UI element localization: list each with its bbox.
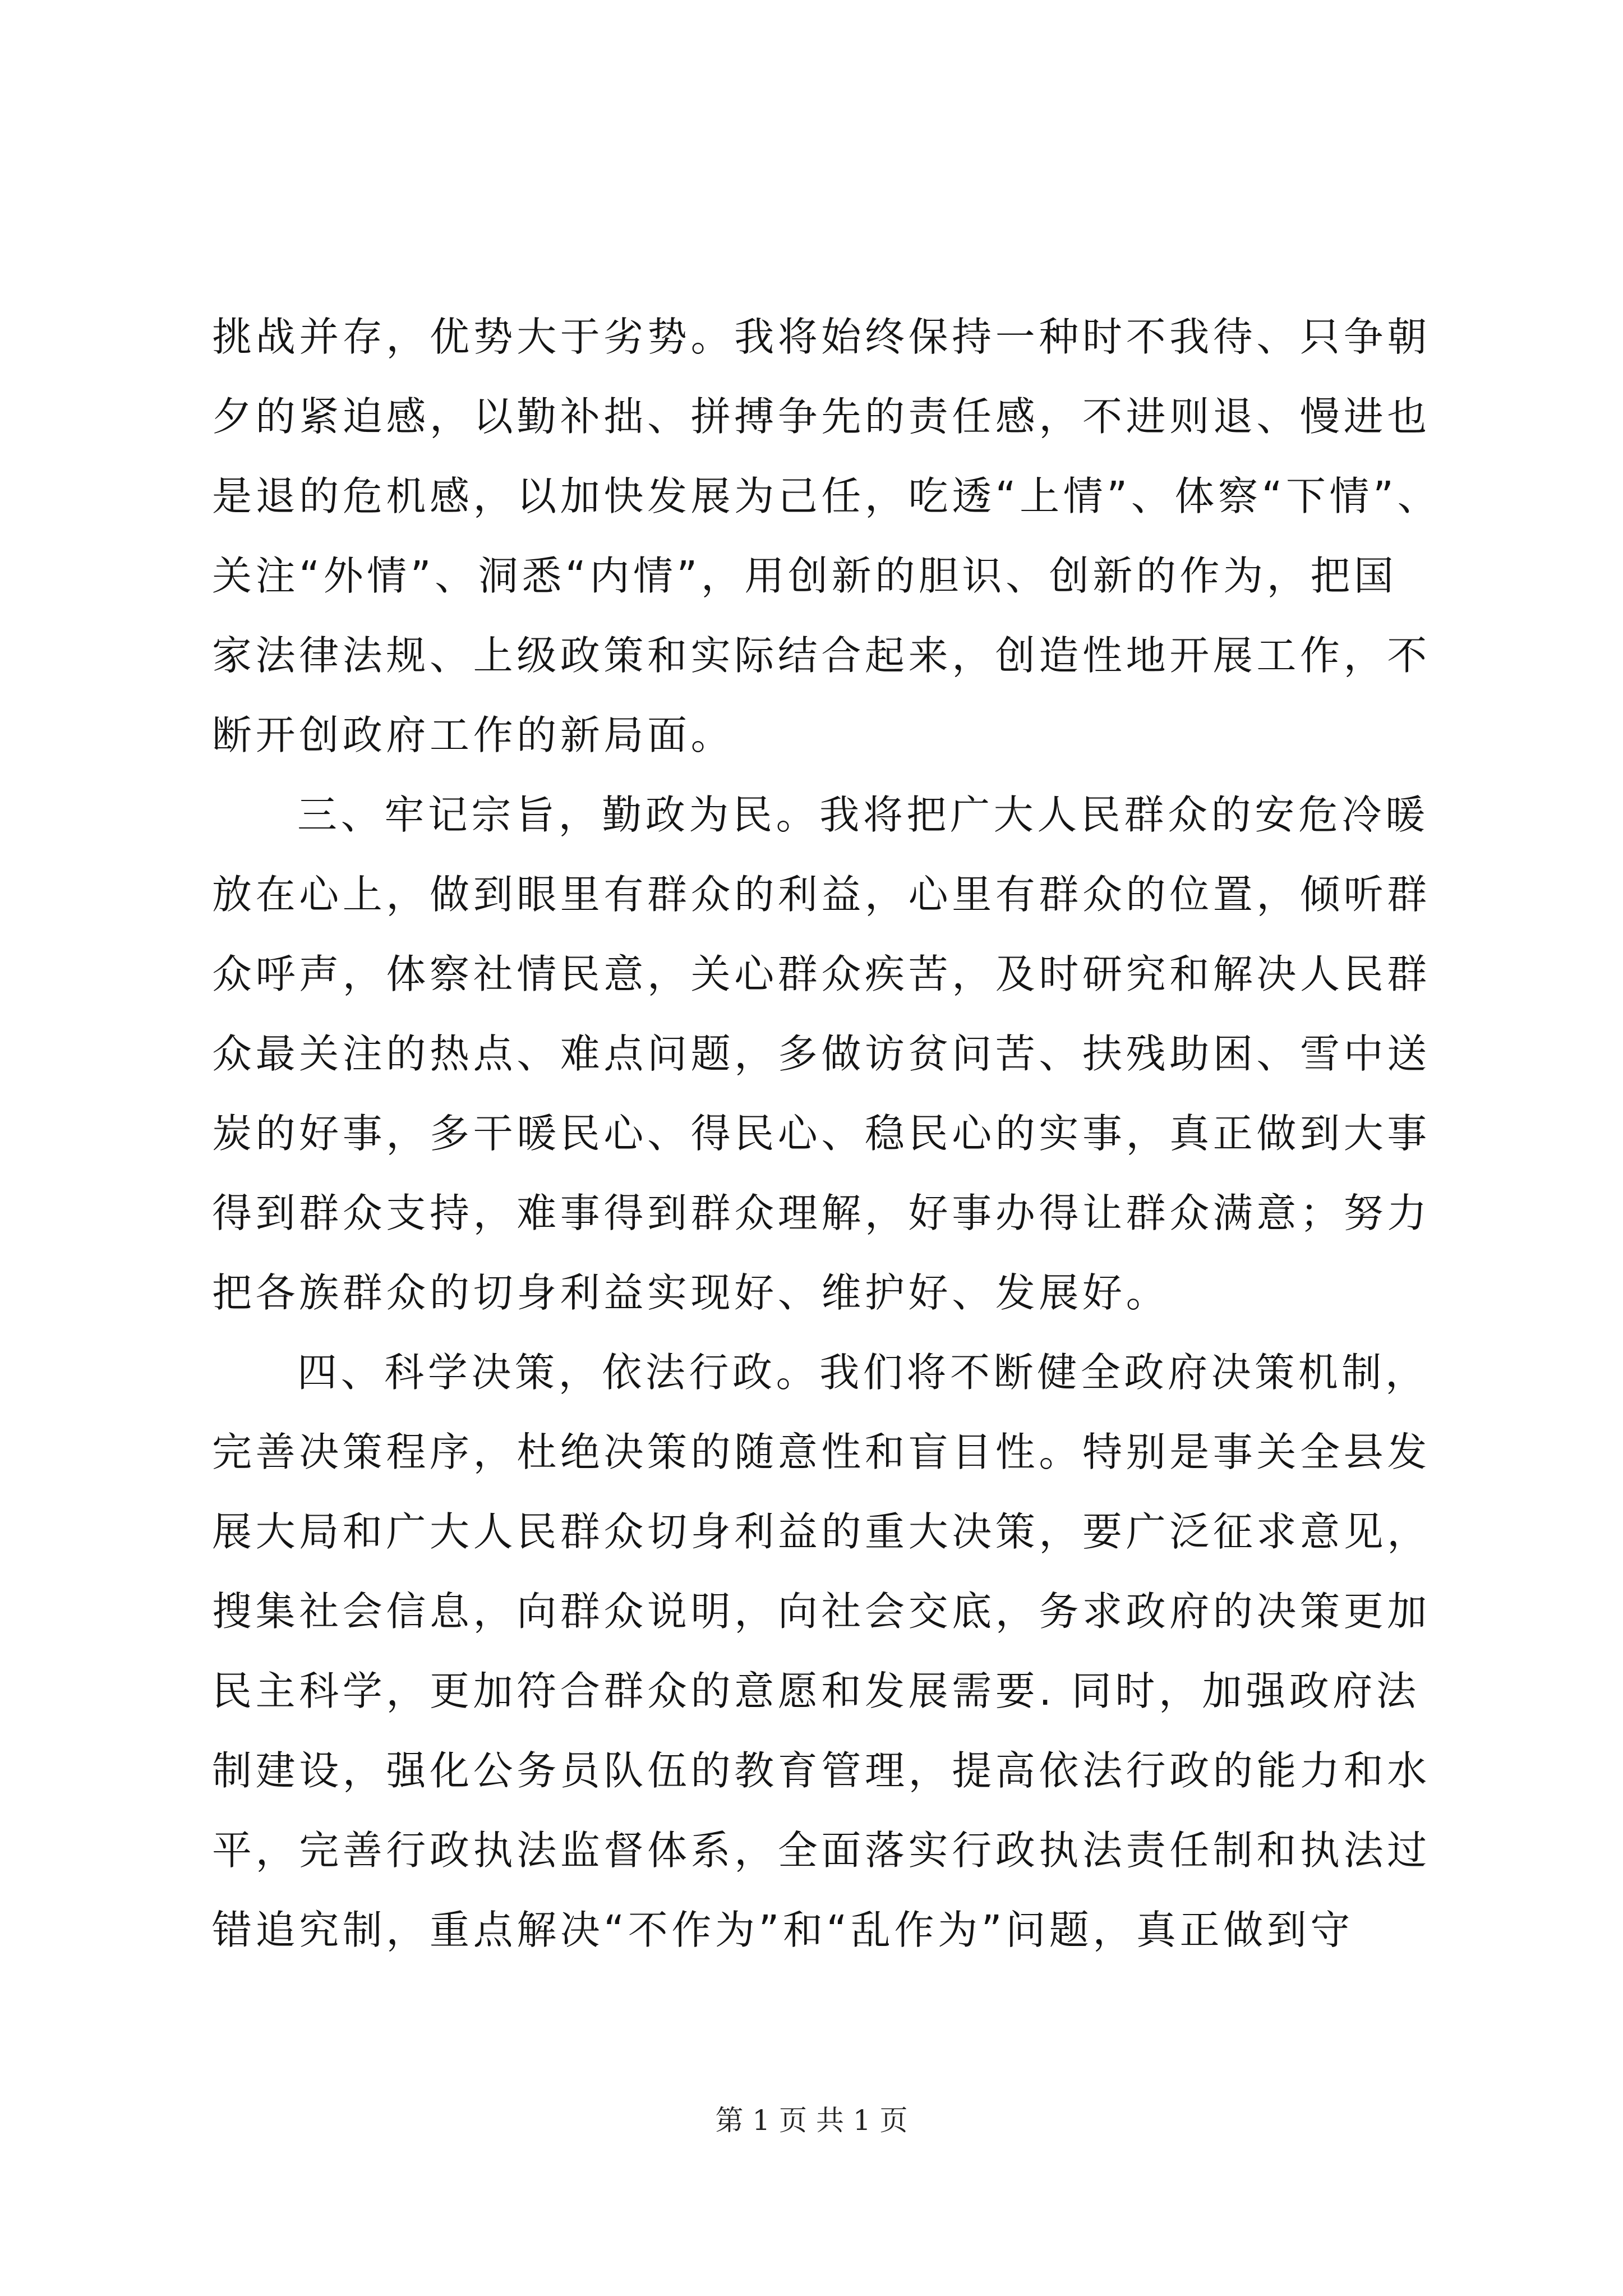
text-line: 挑战并存，优势大于劣势。我将始终保持一种时不我待、只争朝 [212,314,1431,360]
text-line: 家法律法规、上级政策和实际结合起来，创造性地开展工作，不 [212,632,1431,679]
text-line: 夕的紧迫感，以勤补拙、拼搏争先的责任感，不进则退、慢进也 [212,393,1431,440]
text-line: 搜集社会信息，向群众说明，向社会交底，务求政府的决策更加 [212,1588,1431,1635]
text-line: 民主科学，更加符合群众的意愿和发展需要. 同时，加强政府法 [212,1668,1420,1714]
text-line: 放在心上，做到眼里有群众的利益，心里有群众的位置，倾听群 [212,871,1431,918]
text-line: 展大局和广大人民群众切身利益的重大决策，要广泛征求意见， [212,1508,1431,1555]
paragraph-start-line: 三、牢记宗旨，勤政为民。我将把广大人民群众的安危冷暖 [297,792,1429,838]
text-line: 众最关注的热点、难点问题，多做访贫问苦、扶残助困、雪中送 [212,1030,1431,1077]
text-line: 炭的好事，多干暖民心、得民心、稳民心的实事，真正做到大事 [212,1110,1431,1157]
page-footer [0,2101,1623,2140]
text-line: 得到群众支持，难事得到群众理解，好事办得让群众满意；努力 [212,1190,1431,1236]
text-line: 错追究制，重点解决“不作为”和“乱作为”问题，真正做到守 [212,1907,1354,1953]
text-line: 关注“外情”、洞悉“内情”，用创新的胆识、创新的作为，把国 [212,553,1398,599]
text-line: 是退的危机感，以加快发展为己任，吃透“上情”、体察“下情”、 [212,473,1441,519]
text-line: 众呼声，体察社情民意，关心群众疾苦，及时研究和解决人民群 [212,951,1431,997]
document-body [212,297,1441,1970]
text-line: 制建设，强化公务员队伍的教育管理，提高依法行政的能力和水 [212,1747,1431,1794]
text-line: 断开创政府工作的新局面。 [212,712,735,758]
page-number-label: 第 1 页 共 1 页 [715,2104,908,2137]
paragraph-start-line: 四、科学决策，依法行政。我们将不断健全政府决策机制， [297,1349,1429,1396]
text-line: 平，完善行政执法监督体系，全面落实行政执法责任制和执法过 [212,1827,1431,1874]
text-line: 把各族群众的切身利益实现好、维护好、发展好。 [212,1269,1170,1316]
text-line: 完善决策程序，杜绝决策的随意性和盲目性。特别是事关全县发 [212,1429,1431,1475]
